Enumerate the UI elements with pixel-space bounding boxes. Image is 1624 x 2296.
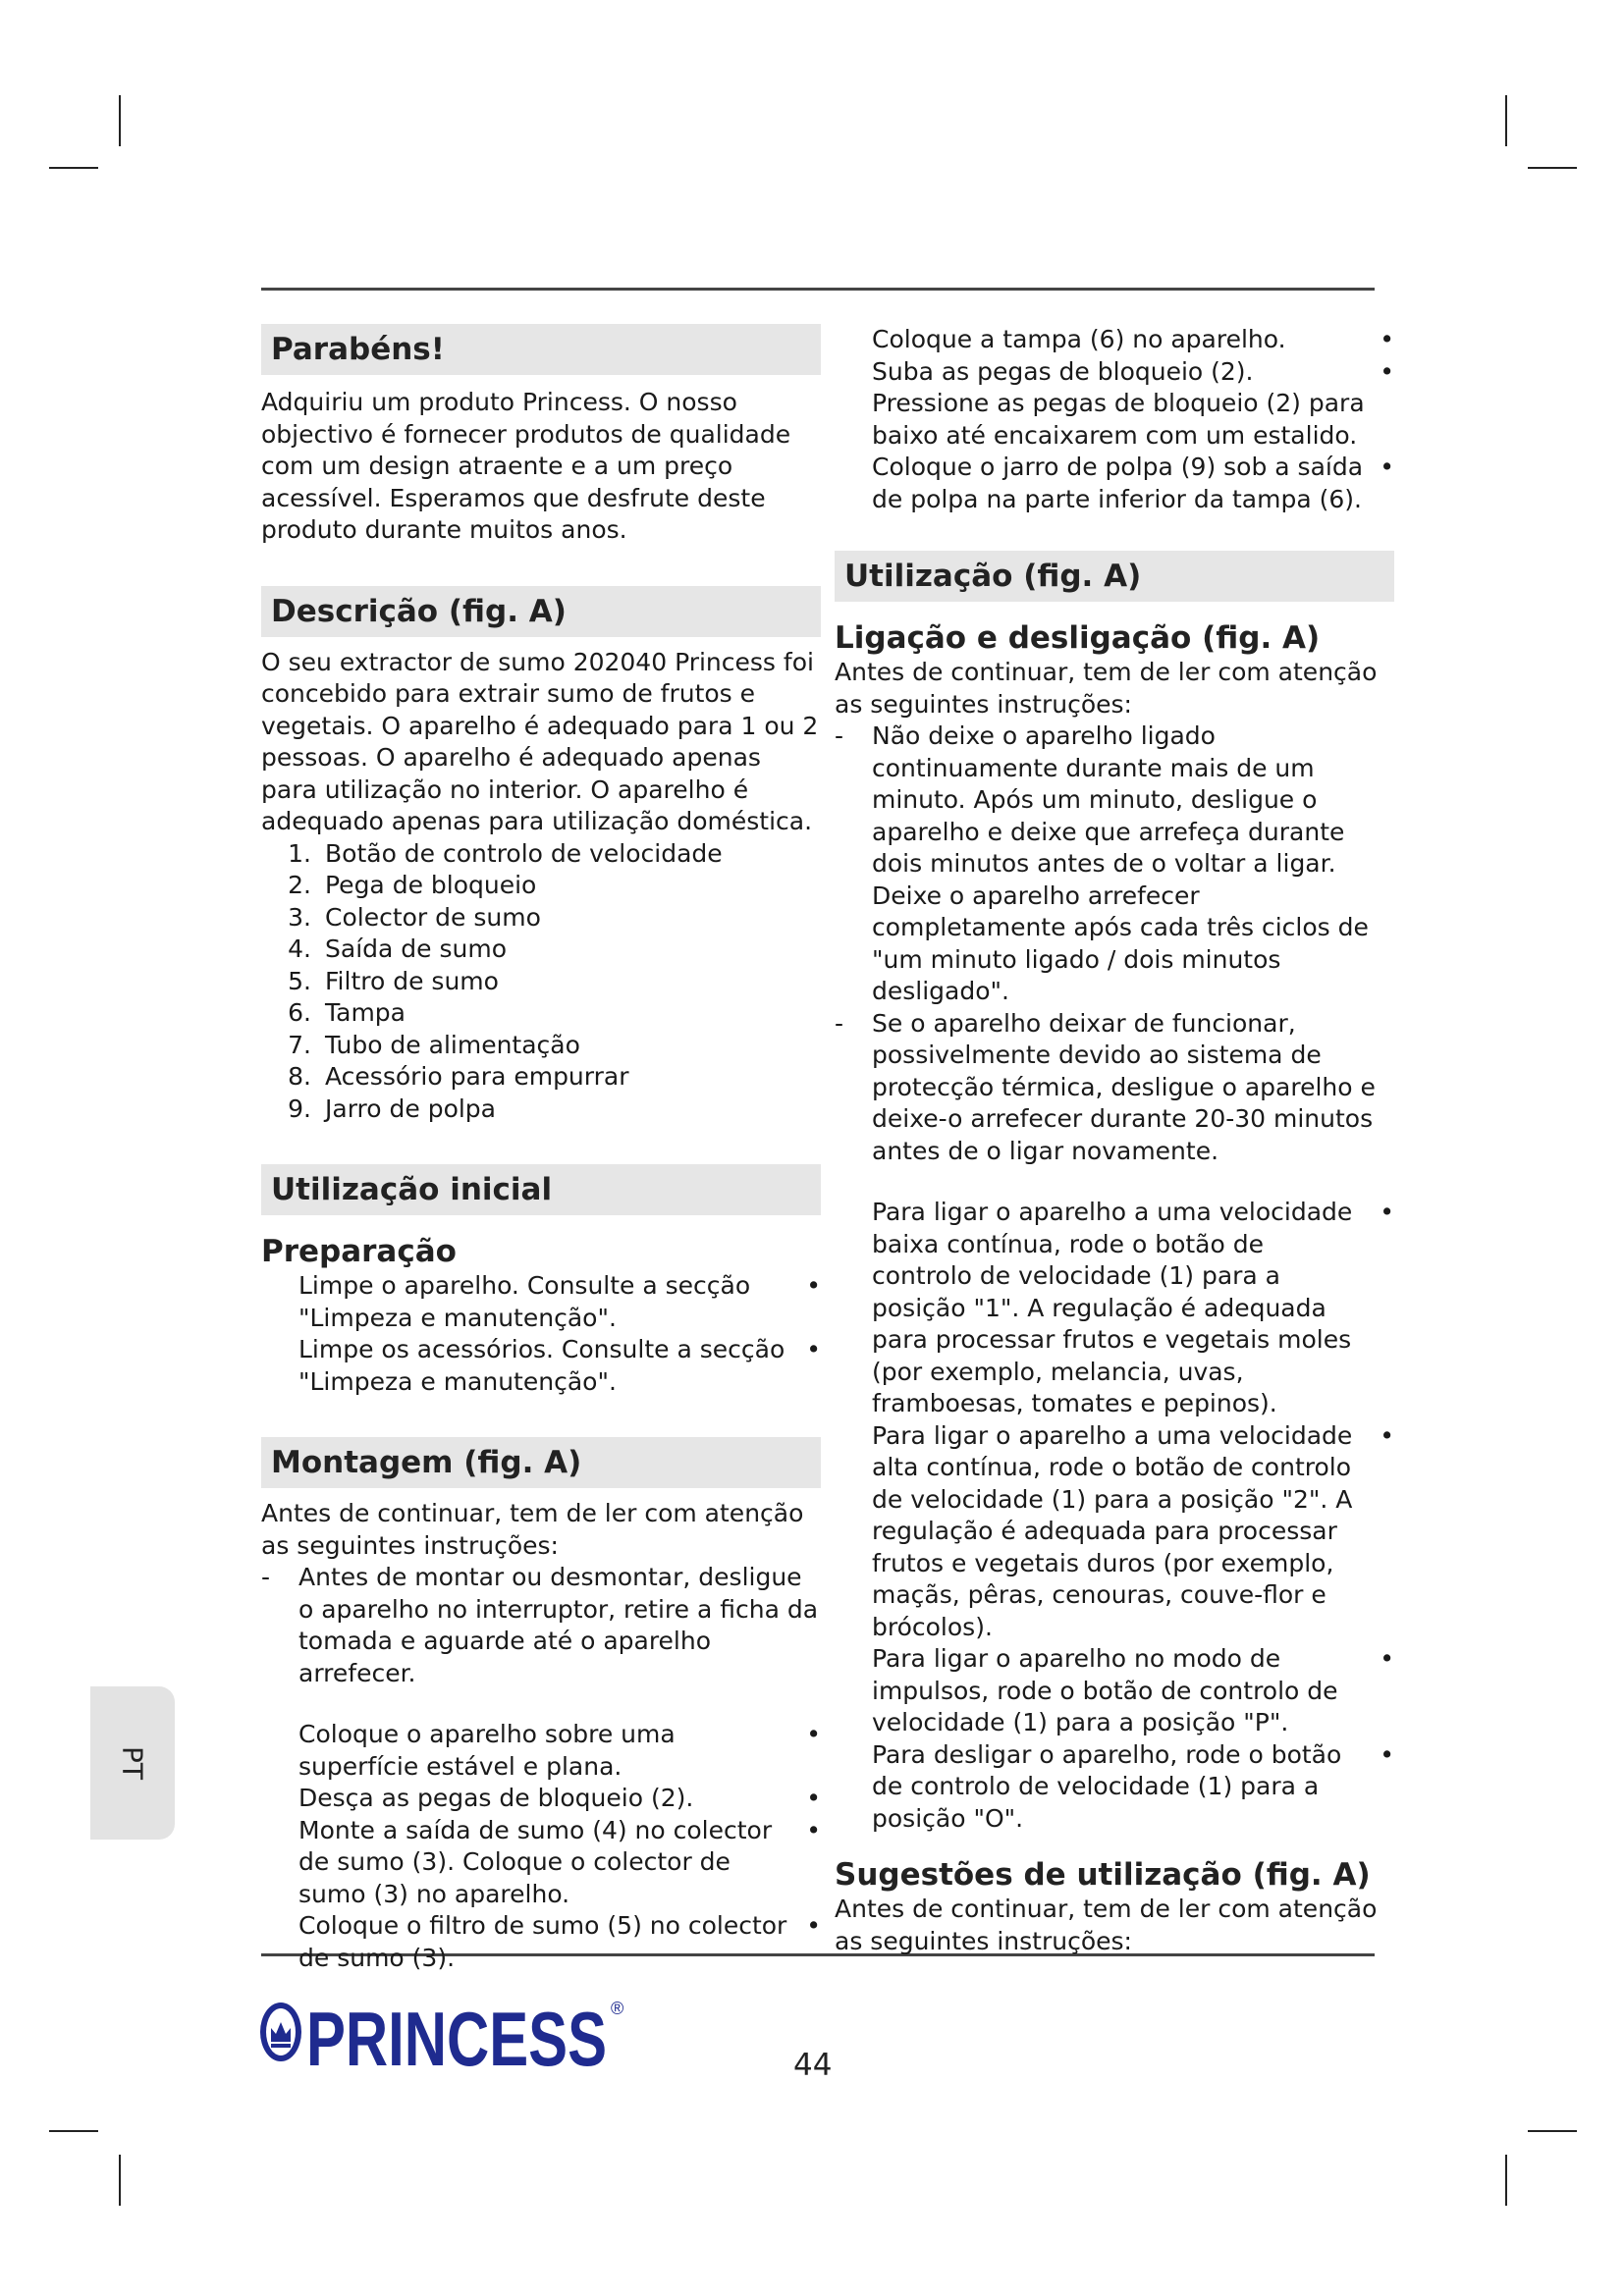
list-item: 9. Jarro de polpa <box>288 1094 496 1123</box>
subheading-ligacao: Ligação e desligação (fig. A) <box>835 620 1321 656</box>
bullet-item: Coloque o jarro de polpa (9) sob a saída de polpa na parte inferior da tampa (6). • <box>872 453 1394 513</box>
list-item: 6. Tampa <box>288 998 406 1027</box>
section-heading-utilizacao-inicial: Utilização inicial <box>261 1164 821 1215</box>
language-tab <box>90 1686 175 1840</box>
list-item: 8. Acessório para empurrar <box>288 1062 629 1091</box>
crop-mark <box>49 167 98 169</box>
list-item: 3. Colector de sumo <box>288 902 541 932</box>
bullet-item: Limpe os acessórios. Consulte a secção "Limpeza e manutenção". • <box>298 1335 821 1396</box>
section-heading-montagem: Montagem (fig. A) <box>261 1437 821 1488</box>
bullet-item: Limpe o aparelho. Consulte a secção "Limpeza e manutenção". • <box>298 1271 821 1332</box>
list-item: 5. Filtro de sumo <box>288 966 499 995</box>
registered-mark: ® <box>611 1999 624 2018</box>
bullet-item: Para ligar o aparelho a uma velocidade baixa contínua, rode o botão de controlo de velocidade (1) para a posição "1". A regulação é adequada para processar frutos e vegetais moles (por exemplo, melancia, uvas, framboesas, tomates e pepinos). • <box>872 1198 1394 1417</box>
crop-mark <box>1505 2155 1507 2206</box>
parts-list <box>261 838 821 1126</box>
dash-item: - Se o aparelho deixar de funcionar, possivelmente devido ao sistema de protecção térmica, desligue o aparelho e deixe-o arrefecer durante 20-30 minutos antes de o ligar novamente. <box>835 1008 1376 1165</box>
list-item: 4. Saída de sumo <box>288 934 507 963</box>
bullet-item: Para ligar o aparelho no modo de impulsos, rode o botão de controlo de velocidade (1) para a posição "P". • <box>872 1644 1394 1736</box>
ligacao-intro: Antes de continuar, tem de ler com atenção as seguintes instruções: <box>835 658 1378 719</box>
bullet-item: Coloque o filtro de sumo (5) no colector de sumo (3). • <box>298 1911 821 1972</box>
list-item: 1. Botão de controlo de velocidade <box>288 838 723 868</box>
page-number: 44 <box>793 2048 833 2083</box>
bullet-item: Desça as pegas de bloqueio (2). • <box>298 1784 821 1812</box>
descricao-paragraph: O seu extractor de sumo 202040 Princess foi concebido para extrair sumo de frutos e vegetais. O aparelho é adequado para 1 ou 2 pessoas. O aparelho é adequado apenas para utilização no interior. O aparelho é adequado apenas para utilização doméstica. <box>261 647 819 835</box>
list-item: 2. Pega de bloqueio <box>288 871 537 899</box>
bullet-item: Para ligar o aparelho a uma velocidade alta contínua, rode o botão de controlo de velocidade (1) para a posição "2". A regulação é adequada para processar frutos e vegetais duros (por exemplo, maçãs, pêras, cenouras, couve-flor e brócolos). • <box>872 1420 1394 1641</box>
logo-wordmark: PRINCESS <box>306 1996 607 2079</box>
crop-mark <box>1528 167 1577 169</box>
crop-mark <box>1528 2130 1577 2132</box>
language-tab-label: PT <box>116 1746 149 1780</box>
princess-logo <box>257 1985 630 2079</box>
crop-mark <box>119 95 121 146</box>
dash-item: - Antes de montar ou desmontar, desligue o aparelho no interruptor, retire a ficha da tomada e aguarde até o aparelho arrefecer. <box>261 1563 819 1687</box>
left-column <box>261 324 821 1974</box>
bullet-item: Coloque a tampa (6) no aparelho. • <box>872 325 1394 353</box>
top-rule <box>261 288 1375 291</box>
section-heading-utilizacao: Utilização (fig. A) <box>835 551 1394 602</box>
section-heading-descricao: Descrição (fig. A) <box>261 586 821 637</box>
bullet-item: Para desligar o aparelho, rode o botão de controlo de velocidade (1) para a posição "O". • <box>872 1739 1394 1833</box>
crop-mark <box>119 2155 121 2206</box>
montagem-intro: Antes de continuar, tem de ler com atenção as seguintes instruções: <box>261 1499 804 1560</box>
right-column <box>835 324 1394 1957</box>
crop-mark <box>49 2130 98 2132</box>
crop-mark <box>1505 95 1507 146</box>
subheading-sugestoes: Sugestões de utilização (fig. A) <box>835 1857 1371 1893</box>
section-heading-parabens: Parabéns! <box>261 324 821 375</box>
list-item: 7. Tubo de alimentação <box>288 1030 580 1059</box>
sugestoes-intro: Antes de continuar, tem de ler com atenção as seguintes instruções: <box>835 1895 1378 1955</box>
dash-item: - Não deixe o aparelho ligado continuamente durante mais de um minuto. Após um minuto, desligue o aparelho e deixe que arrefeça durante dois minutos antes de o voltar a ligar. Deixe o aparelho arrefecer completamente após cada três ciclos de "um minuto ligado / dois minutos desligado". <box>835 721 1369 1005</box>
intro-paragraph: Adquiriu um produto Princess. O nosso objectivo é fornecer produtos de qualidade com um design atraente e a um preço acessível. Esperamos que desfrute deste produto durante muitos anos. <box>261 388 791 544</box>
bullet-item: Suba as pegas de bloqueio (2). Pressione as pegas de bloqueio (2) para baixo até encaixarem com um estalido. • <box>872 356 1394 450</box>
subheading-preparacao: Preparação <box>261 1234 457 1269</box>
bullet-item: Coloque o aparelho sobre uma superfície estável e plana. • <box>298 1720 821 1781</box>
bullet-item: Monte a saída de sumo (4) no colector de sumo (3). Coloque o colector de sumo (3) no aparelho. • <box>298 1815 821 1908</box>
crown-emblem-icon <box>260 2002 301 2061</box>
